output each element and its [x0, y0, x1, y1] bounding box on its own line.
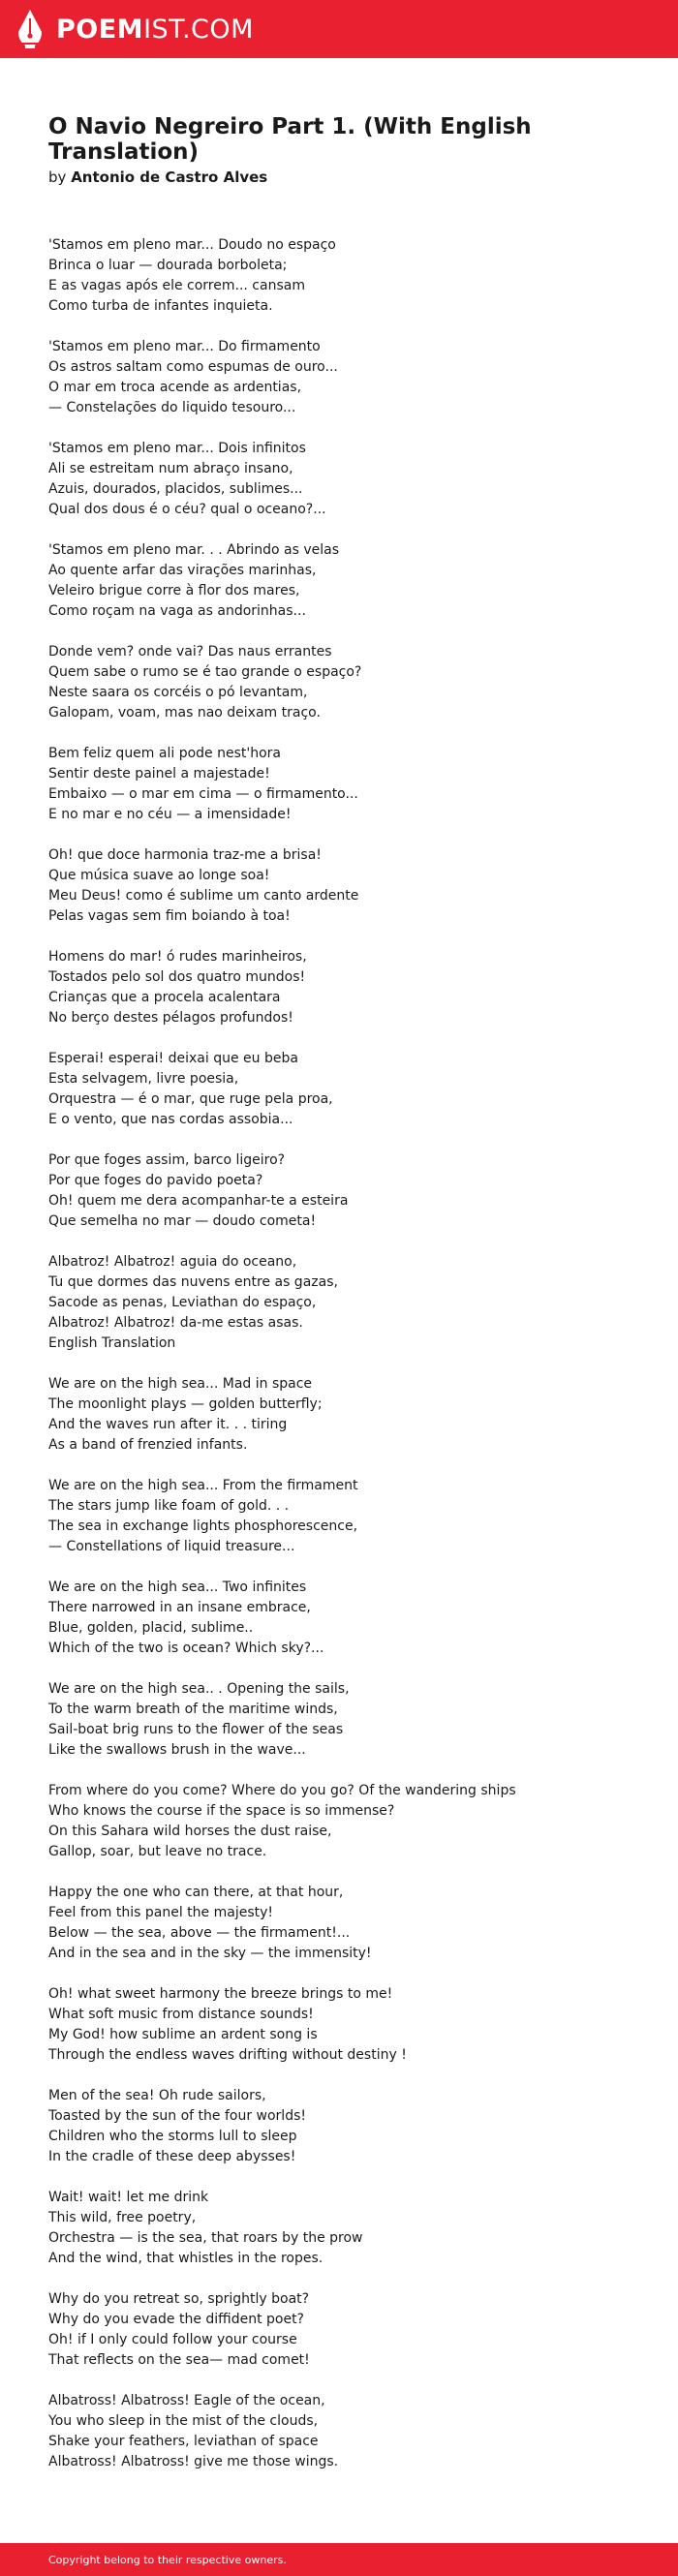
byline: [48, 168, 267, 187]
stanza: [48, 1049, 649, 1130]
poem-line: Why do you evade the diffident poet?: [48, 2312, 304, 2327]
poem-line: 'Stamos em pleno mar... Dois infinitos: [48, 441, 306, 456]
poem-line: Crianças que a procela acalentara: [48, 990, 281, 1005]
stanza: [48, 540, 649, 622]
poem-line: Gallop, soar, but leave no trace.: [48, 1844, 267, 1859]
poem-line: 'Stamos em pleno mar... Do firmamento: [48, 339, 321, 354]
poem-line: Toasted by the sun of the four worlds!: [48, 2108, 306, 2124]
poem-line: Like the swallows brush in the wave...: [48, 1742, 306, 1758]
poem-line: You who sleep in the mist of the clouds,: [48, 2413, 319, 2429]
poem-line: Sail-boat brig runs to the flower of the seas: [48, 1722, 344, 1737]
stanza: [48, 1476, 649, 1557]
poem-line: Homens do mar! ó rudes marinheiros,: [48, 949, 307, 965]
poem-line: In the cradle of these deep abysses!: [48, 2149, 296, 2164]
poem-line: Oh! what sweet harmony the breeze brings to me!: [48, 1986, 393, 2002]
logo-text-bold: POEM: [56, 14, 144, 45]
poem-line: Donde vem? onde vai? Das naus errantes: [48, 644, 332, 659]
poem-line: Esperai! esperai! deixai que eu beba: [48, 1051, 298, 1066]
poem-line: Que semelha no mar — doudo cometa!: [48, 1213, 317, 1229]
poem-line: Esta selvagem, livre poesia,: [48, 1071, 239, 1087]
poem-line: And in the sea and in the sky — the immensity!: [48, 1946, 372, 1961]
poem-line: Bem feliz quem ali pode nest'hora: [48, 746, 281, 761]
site-logo[interactable]: [15, 9, 254, 49]
poem-line: And the wind, that whistles in the ropes.: [48, 2251, 324, 2266]
poem-line: — Constelações do liquido tesouro...: [48, 400, 296, 415]
stanza: [48, 2289, 649, 2371]
header-bar: [0, 0, 678, 58]
poem-line: Blue, golden, placid, sublime..: [48, 1620, 254, 1636]
stanza: [48, 2086, 649, 2167]
stanza: [48, 1984, 649, 2066]
poem-line: Happy the one who can there, at that hour,: [48, 1885, 344, 1900]
poem-line: Albatross! Albatross! give me those wings.: [48, 2454, 339, 2469]
poem-line: What soft music from distance sounds!: [48, 2007, 314, 2022]
poem-line: Como roçam na vaga as andorinhas...: [48, 603, 306, 619]
poem-line: My God! how sublime an ardent song is: [48, 2027, 318, 2042]
poem-line: Azuis, dourados, placidos, sublimes...: [48, 481, 303, 497]
poem-line: Quem sabe o rumo se é tao grande o espaço?: [48, 664, 362, 680]
poem-line: Sentir deste painel a majestade!: [48, 766, 270, 782]
poem-line: Children who the storms lull to sleep: [48, 2129, 297, 2144]
stanza: [48, 439, 649, 520]
stanza: [48, 2391, 649, 2472]
poem-line: The stars jump like foam of gold. . .: [48, 1498, 290, 1514]
poem-line: And the waves run after it. . . tiring: [48, 1417, 288, 1432]
poem-line: Veleiro brigue corre à flor dos mares,: [48, 583, 300, 598]
poem-line: Oh! quem me dera acompanhar-te a esteira: [48, 1193, 349, 1209]
stanza: [48, 1374, 649, 1456]
poem-line: Por que foges do pavido poeta?: [48, 1173, 263, 1188]
poem-line: 'Stamos em pleno mar... Doudo no espaço: [48, 237, 336, 253]
poem-line: Os astros saltam como espumas de ouro...: [48, 359, 338, 375]
poem-body: [48, 235, 649, 2472]
poem-line: Oh! if I only could follow your course: [48, 2332, 297, 2347]
poem-line: Albatross! Albatross! Eagle of the ocean,: [48, 2393, 325, 2408]
poem-line: Oh! que doce harmonia traz-me a brisa!: [48, 847, 322, 863]
poem-line: Como turba de infantes inquieta.: [48, 298, 273, 314]
poem-line: Orquestra — é o mar, que ruge pela proa,: [48, 1091, 333, 1107]
stanza: [48, 1252, 649, 1354]
poem-line: Orchestra — is the sea, that roars by the prow: [48, 2230, 363, 2246]
poem-line: The sea in exchange lights phosphorescence,: [48, 1518, 358, 1534]
stanza: [48, 1150, 649, 1232]
poem-line: E o vento, que nas cordas assobia...: [48, 1112, 293, 1127]
stanza: [48, 235, 649, 317]
poem-line: Through the endless waves drifting without destiny !: [48, 2047, 407, 2063]
logo-text-light: IST.COM: [143, 14, 254, 45]
stanza: [48, 337, 649, 418]
poem-line: Who knows the course if the space is so immense?: [48, 1803, 395, 1819]
poem-line: Neste saara os corcéis o pó levantam,: [48, 685, 308, 700]
stanza: [48, 1781, 649, 1862]
poem-line: O mar em troca acende as ardentias,: [48, 380, 302, 395]
stanza: [48, 1883, 649, 1964]
stanza: [48, 1578, 649, 1659]
poem-line: Which of the two is ocean? Which sky?...: [48, 1641, 324, 1656]
poem-line: That reflects on the sea— mad comet!: [48, 2352, 310, 2368]
poem-line: Feel from this panel the majesty!: [48, 1905, 273, 1920]
poem-line: To the warm breath of the maritime winds,: [48, 1702, 338, 1717]
poem-line: Por que foges assim, barco ligeiro?: [48, 1152, 286, 1168]
poem-line: Pelas vagas sem fim boiando à toa!: [48, 908, 291, 924]
poem-title: O Navio Negreiro Part 1. (With English Translation): [48, 114, 532, 165]
poem-line: From where do you come? Where do you go? Of the wandering ships: [48, 1783, 516, 1798]
poem-line: E no mar e no céu — a imensidade!: [48, 807, 292, 822]
poem-line: Que música suave ao longe soa!: [48, 868, 270, 883]
poem-line: We are on the high sea... Two infinites: [48, 1579, 307, 1595]
poem-line: Tu que dormes das nuvens entre as gazas,: [48, 1274, 338, 1290]
poem-line: As a band of frenzied infants.: [48, 1437, 248, 1453]
stanza: [48, 947, 649, 1028]
pen-nib-icon: [15, 9, 45, 49]
poem-line: There narrowed in an insane embrace,: [48, 1600, 311, 1615]
footer-bar: [0, 2543, 678, 2576]
stanza: [48, 1679, 649, 1761]
poem-line: Brinca o luar — dourada borboleta;: [48, 258, 288, 273]
stanza: [48, 2188, 649, 2269]
by-label: by: [48, 169, 67, 186]
poem-line: The moonlight plays — golden butterfly;: [48, 1396, 323, 1412]
author-link[interactable]: Antonio de Castro Alves: [71, 169, 268, 186]
poem-line: Below — the sea, above — the firmament!...: [48, 1925, 351, 1941]
poem-line: We are on the high sea... Mad in space: [48, 1376, 313, 1392]
translation-label: English Translation: [48, 1335, 176, 1351]
poem-line: Men of the sea! Oh rude sailors,: [48, 2088, 266, 2103]
poem-line: No berço destes pélagos profundos!: [48, 1010, 293, 1026]
poem-line: Tostados pelo sol dos quatro mundos!: [48, 969, 306, 985]
poem-line: Embaixo — o mar em cima — o firmamento...: [48, 786, 358, 802]
poem-line: Albatroz! Albatroz! aguia do oceano,: [48, 1254, 297, 1270]
stanza: [48, 744, 649, 825]
poem-line: On this Sahara wild horses the dust raise,: [48, 1824, 332, 1839]
poem-line: Ali se estreitam num abraço insano,: [48, 461, 293, 476]
poem-line: Shake your feathers, leviathan of space: [48, 2434, 319, 2449]
poem-line: We are on the high sea.. . Opening the sails,: [48, 1681, 350, 1697]
poem-line: Galopam, voam, mas nao deixam traço.: [48, 705, 321, 721]
copyright-text: Copyright belong to their respective owners.: [48, 2554, 287, 2566]
poem-line: 'Stamos em pleno mar. . . Abrindo as velas: [48, 542, 339, 558]
poem-line: We are on the high sea... From the firmament: [48, 1478, 358, 1493]
poem-line: This wild, free poetry,: [48, 2210, 197, 2225]
poem-line: Ao quente arfar das virações marinhas,: [48, 563, 317, 578]
poem-line: — Constellations of liquid treasure...: [48, 1539, 295, 1554]
logo-wordmark: [56, 15, 254, 45]
stanza: [48, 642, 649, 723]
poem-line: Albatroz! Albatroz! da-me estas asas.: [48, 1315, 303, 1331]
poem-line: Qual dos dous é o céu? qual o oceano?...: [48, 502, 326, 517]
poem-line: E as vagas após ele correm... cansam: [48, 278, 305, 293]
poem-line: Wait! wait! let me drink: [48, 2190, 209, 2205]
poem-line: Why do you retreat so, sprightly boat?: [48, 2291, 310, 2307]
poem-line: Meu Deus! como é sublime um canto ardente: [48, 888, 359, 904]
poem-line: Sacode as penas, Leviathan do espaço,: [48, 1295, 317, 1310]
stanza: [48, 845, 649, 927]
